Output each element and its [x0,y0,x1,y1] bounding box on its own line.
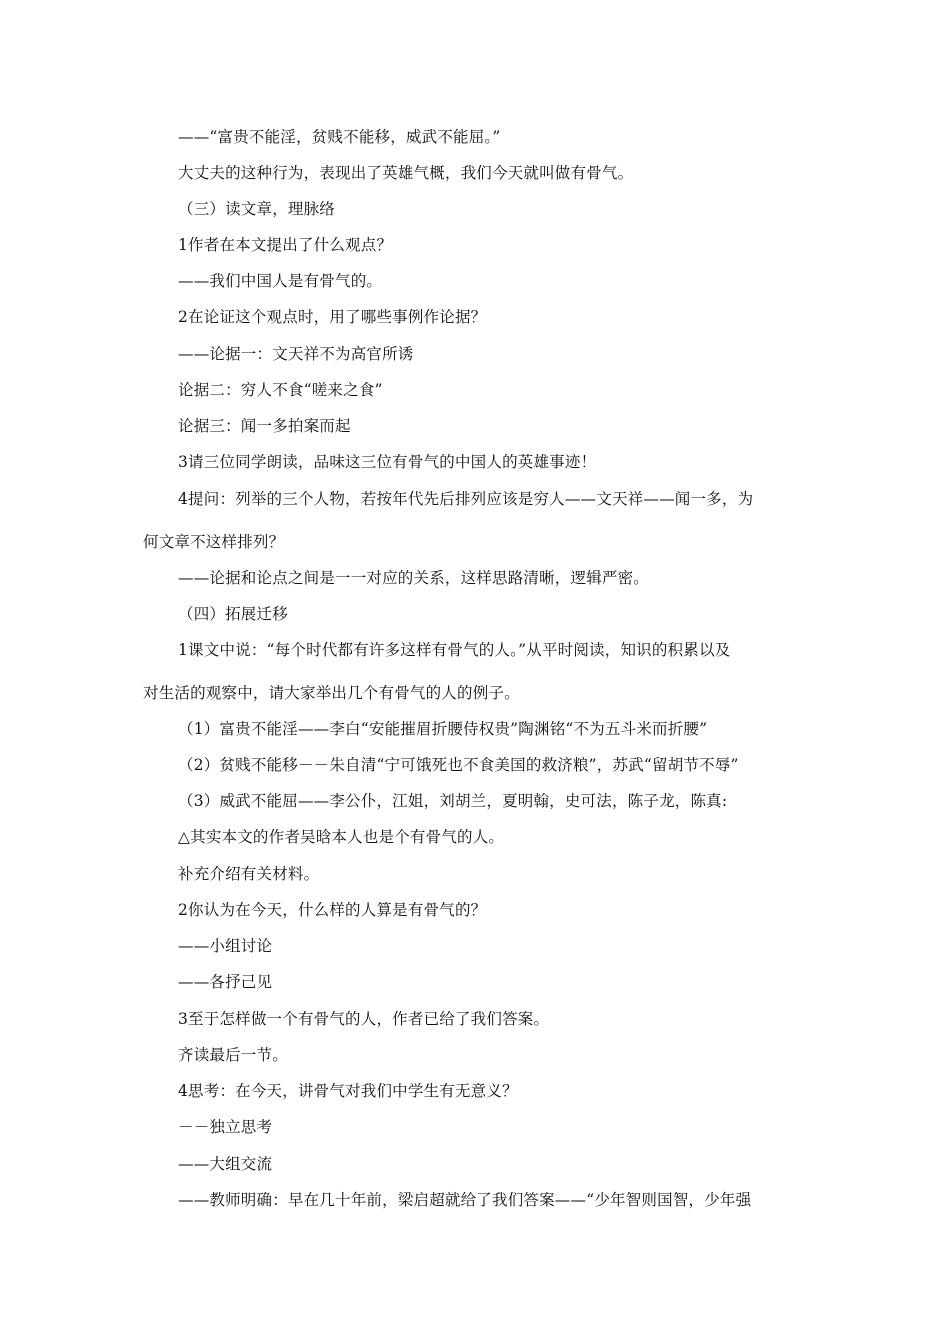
answer-line: －－独立思考 [178,1118,273,1136]
text-line: 补充介绍有关材料。 [178,865,320,883]
question-line: 2你认为在今天，什么样的人算是有骨气的？ [178,901,487,919]
text-line: 大丈夫的这种行为，表现出了英雄气概，我们今天就叫做有骨气。 [178,164,634,182]
question-line: 4提问：列举的三个人物，若按年代先后排列应该是穷人——文天祥——闻一多，为 [178,490,754,508]
answer-line: ——各抒己见 [178,973,273,991]
question-line: 4思考：在今天，讲骨气对我们中学生有无意义？ [178,1082,518,1100]
answer-line: ——论据一：文天祥不为高官所诱 [178,345,414,363]
question-line: 2在论证这个观点时，用了哪些事例作论据？ [178,308,487,326]
list-item: （3）威武不能屈——李公仆，江姐，刘胡兰，夏明翰，史可法，陈子龙，陈真: [178,792,728,810]
list-item: （1）富贵不能淫——李白“安能摧眉折腰侍权贵”陶渊铭“不为五斗米而折腰” [178,720,708,738]
answer-line: 论据二：穷人不食“嗟来之食” [178,381,383,399]
list-item: （2）贫贱不能移－－朱自清“宁可饿死也不食美国的救济粮”，苏武“留胡节不辱” [178,756,739,774]
answer-line: ——大组交流 [178,1155,273,1173]
answer-line: ——小组讨论 [178,937,273,955]
text-line: △其实本文的作者吴晗本人也是个有骨气的人。 [178,828,505,846]
question-line-continued: 对生活的观察中，请大家举出几个有骨气的人的例子。 [143,684,520,702]
question-line: 3请三位同学朗读，品味这三位有骨气的中国人的英雄事迹！ [178,453,597,471]
question-line-continued: 何文章不这样排列？ [143,533,285,551]
section-heading: （四）拓展迁移 [178,605,288,623]
answer-line: ——我们中国人是有骨气的。 [178,272,383,290]
answer-line: ——教师明确：早在几十年前，梁启超就给了我们答案——“少年智则国智，少年强 [178,1191,752,1209]
text-line: ——“富贵不能淫，贫贱不能移，威武不能屈。” [178,128,501,146]
question-line: 1作者在本文提出了什么观点？ [178,236,393,254]
text-line: 齐读最后一节。 [178,1046,288,1064]
question-line: 1课文中说：“每个时代都有许多这样有骨气的人。”从平时阅读，知识的积累以及 [178,641,731,659]
question-line: 3至于怎样做一个有骨气的人，作者已给了我们答案。 [178,1010,550,1028]
answer-line: 论据三：闻一多拍案而起 [178,417,351,435]
section-heading: （三）读文章，理脉络 [178,200,336,218]
answer-line: ——论据和论点之间是一一对应的关系，这样思路清晰，逻辑严密。 [178,569,650,587]
